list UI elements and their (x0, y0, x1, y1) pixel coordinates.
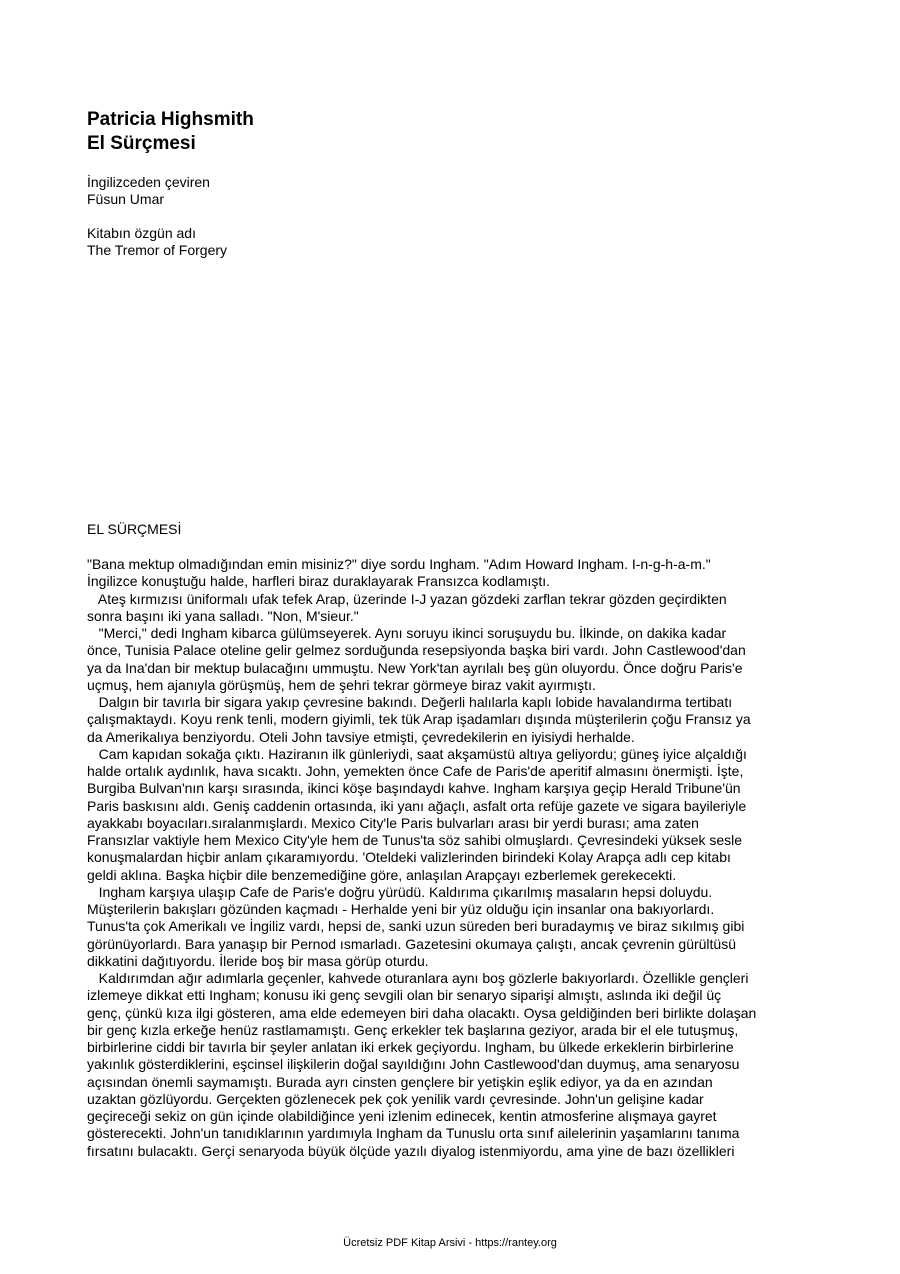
book-title: El Sürçmesi (87, 133, 196, 154)
body-line: dikkatini dağıtıyordu. İleride boş bir masa görüp oturdu. (87, 952, 429, 969)
body-line: açısından önemli saymamıştı. Burada ayrı cinsten gençlere bir yetişkin eşlik ediyor, ya da en azından (87, 1073, 713, 1090)
body-line: genç, çünkü kıza ilgi gösteren, ama elde edemeyen biri daha olacaktı. Oysa geldiğinden beri birlikte dolaşan (87, 1004, 757, 1021)
body-line: "Bana mektup olmadığından emin misiniz?" diye sordu Ingham. "Adım Howard Ingham. I-n-g-h-a-m." (87, 556, 711, 572)
body-line: gösterecekti. John'un tanıdıklarının yardımıyla Ingham da Tunuslu orta sınıf ailelerinin yaşamlarını tanıma (87, 1125, 740, 1142)
body-line: uçmuş, hem ajanıyla görüşmüş, hem de şehri tekrar görmeye biraz vakit ayırmıştı. (87, 676, 596, 693)
body-line: Paris baskısını aldı. Geniş caddenin ortasında, iki yanı ağaçlı, asfalt orta refüje gazete ve sigara bayileriyle (87, 797, 747, 814)
book-header (87, 108, 807, 156)
body-line: Cam kapıdan sokağa çıktı. Haziranın ilk günleriydi, saat akşamüstü altıya geliyordu; güneş iyice alçaldığı (87, 745, 747, 762)
translator-info (87, 174, 807, 208)
translator-name: Füsun Umar (87, 191, 165, 207)
body-line: Ingham karşıya ulaşıp Cafe de Paris'e doğru yürüdü. Kaldırıma çıkarılmış masaların hepsi doluydu. (87, 883, 713, 900)
author-name: Patricia Highsmith (87, 109, 254, 130)
body-line: önce, Tunisia Palace oteline gelir gelmez sorduğunda resepsiyonda başka biri vardı. John Castlewood'dan (87, 642, 746, 659)
body-line: ayakkabı boyacıları.sıralanmışlardı. Mexico City'le Paris bulvarları arası bir yerdi burası; ama zaten (87, 814, 699, 831)
body-line: Burgiba Bulvan'nın karşı sırasında, ikinci köşe başındaydı kahve. Ingham karşıya geçip Herald Tribune'ün (87, 780, 741, 797)
body-line: İngilizce konuştuğu halde, harfleri biraz duraklayarak Fransızca kodlamıştı. (87, 573, 550, 590)
body-line: birbirlerine ciddi bir tavırla bir şeyler anlatan iki erkek geçiyordu. Ingham, bu ülkede erkeklerin birbirlerine (87, 1039, 734, 1055)
body-line: geçireceği sekiz on gün içinde olabildiğince yeni izlenim edinecek, kentin atmosferine alışmaya gayret (87, 1108, 717, 1124)
body-line: Kaldırımdan ağır adımlarla geçenler, kahvede oturanlara aynı boş gözlerle bakıyorlardı. Özellikle gençleri (87, 970, 749, 986)
body-line: çalışmaktaydı. Koyu renk tenli, modern giyimli, tek tük Arap işadamları dışında müşterilerin çoğu Fransız ya (87, 711, 751, 728)
original-title: The Tremor of Forgery (87, 242, 228, 258)
body-line: görünüyorlardı. Bara yanaşıp bir Pernod ısmarladı. Gazetesini okumaya çalıştı, ancak çevrenin gürültüsü (87, 935, 736, 952)
original-title-info (87, 225, 807, 259)
body-line: "Merci," dedi Ingham kibarca gülümseyerek. Aynı soruyu ikinci soruşuydu bu. İlkinde, on dakika kadar (87, 625, 727, 641)
body-line: Fransızlar vaktiyle hem Mexico City'yle hem de Tunus'ta söz sahibi olmuşlardı. Çevresindeki yüksek sesle (87, 832, 743, 848)
body-line: halde ortalık aydınlık, hava sıcaktı. John, yemekten önce Cafe de Paris'de aperitif almasını önermişti. İşte, (87, 763, 744, 779)
body-line: Dalgın bir tavırla bir sigara yakıp çevresine bakındı. Değerli halılarla kaplı lobide havalandırma tertibatı (87, 694, 733, 710)
body-line: yakınlık gösterdiklerini, eşcinsel ilişkilerin doğal sayıldığını John Castlewood'dan duymuş, ama senaryosu (87, 1056, 740, 1073)
footer-text: Ücretsiz PDF Kitap Arsivi - https://rantey.org (343, 1237, 557, 1249)
front-matter (87, 108, 807, 259)
body-line: Ateş kırmızısı üniformalı ufak tefek Arap, üzerinde I-J yazan gözdeki zarflan tekrar gözden geçirdikten (87, 590, 727, 607)
body-line: Müşterilerin bakışları gözünden kaçmadı - Herhalde yeni bir yüz olduğu için insanlar ona bakıyorlardı. (87, 901, 715, 917)
body-line: bir genç kızla erkeğe henüz rastlamamıştı. Genç erkekler tek başlarına geziyor, arada bir el ele tutuşmuş, (87, 1021, 739, 1038)
body-line: sonra başını iki yana salladı. "Non, M'sieur." (87, 607, 359, 624)
body-line: da Amerikalıya benziyordu. Oteli John tavsiye etmişti, çevredekilerin en iyisiydi herhalde. (87, 728, 635, 745)
body-line: izlemeye dikkat etti Ingham; konusu iki genç sevgili olan bir senaryo siparişi almıştı, aslında iki değil üç (87, 987, 722, 1004)
body-line: Tunus'ta çok Amerikalı ve İngiliz vardı, hepsi de, sanki uzun süreden beri buradaymış ve biraz sıkılmış gibi (87, 918, 745, 935)
translation-label: İngilizceden çeviren (87, 174, 210, 190)
chapter-body (87, 556, 817, 1160)
body-line: geldi aklına. Başka hiçbir dile benzemediğine göre, anlaşılan Arapçayı ezberlemek gerekecekti. (87, 866, 677, 883)
body-line: fırsatını bulacaktı. Gerçi senaryoda büyük ölçüde yazılı diyalog istenmiyordu, ama yine de bazı özellikleri (87, 1142, 735, 1159)
body-line: uzaktan gözlüyordu. Gerçekten gözlenecek pek çok yenilik vardı çevresinde. John'un gelişine kadar (87, 1090, 704, 1107)
chapter-heading: EL SÜRÇMESİ (87, 521, 182, 537)
original-title-label: Kitabın özgün adı (87, 225, 196, 241)
body-line: ya da Ina'dan bir mektup bulacağını ummuştu. New York'tan ayrılalı beş gün oluyordu. Önce doğru Paris'e (87, 659, 743, 676)
body-line: konuşmalardan hiçbir anlam çıkaramıyordu. 'Oteldeki valizlerinden birindeki Kolay Arapça adlı cep kitabı (87, 849, 731, 866)
